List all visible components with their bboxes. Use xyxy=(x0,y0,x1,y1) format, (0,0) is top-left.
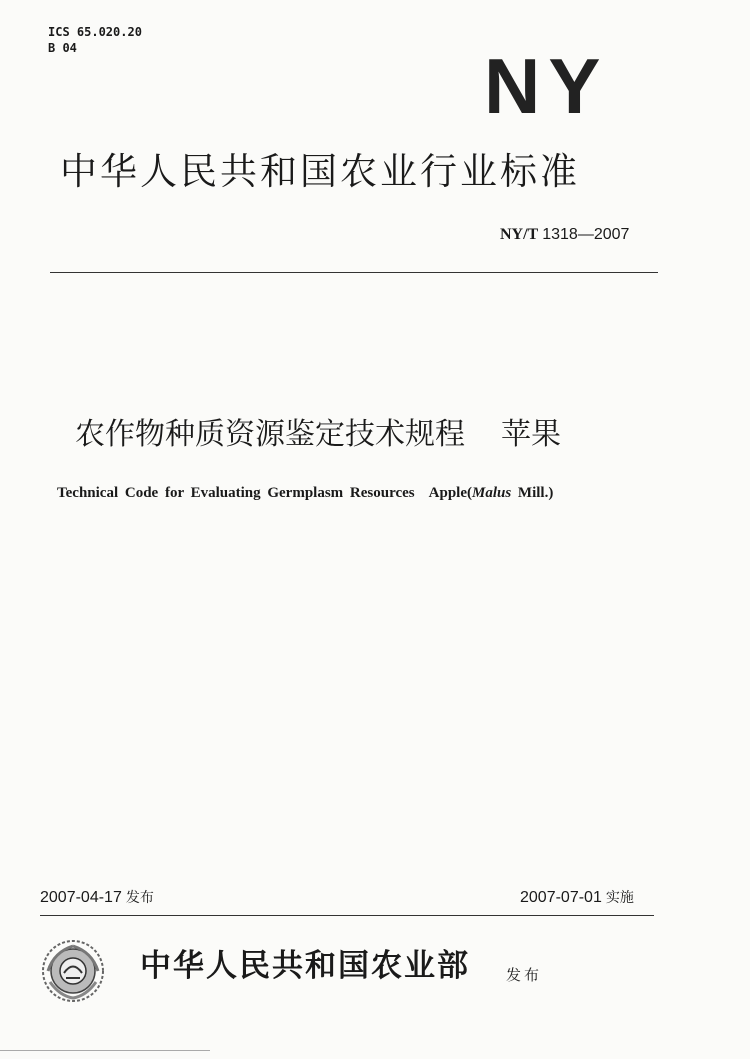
english-title xyxy=(57,485,553,502)
standard-code xyxy=(500,226,629,244)
main-title xyxy=(75,415,561,455)
publish-label: 发布 xyxy=(506,966,543,984)
effective-date xyxy=(520,887,634,907)
ics-code: ICS 65.020.20 xyxy=(48,25,142,39)
main-title-cn: 农作物种质资源鉴定技术规程 xyxy=(75,417,465,452)
english-title-apple: Apple( xyxy=(428,485,472,501)
english-title-main: Technical Code for Evaluating Germplasm Resources xyxy=(57,485,415,501)
english-title-tail: Mill.) xyxy=(511,485,554,501)
top-divider xyxy=(50,272,658,273)
standard-code-number: 1318—2007 xyxy=(542,226,630,243)
issue-date xyxy=(40,887,154,907)
ministry-name: 中华人民共和国农业部 xyxy=(140,948,470,984)
issue-date-value: 2007-04-17 xyxy=(40,889,122,906)
issue-date-label: 发布 xyxy=(125,890,154,906)
scan-artifact-line xyxy=(0,1050,210,1051)
main-title-subject: 苹果 xyxy=(501,417,561,452)
standard-code-prefix: NY/T xyxy=(500,226,539,243)
effective-date-label: 实施 xyxy=(605,890,634,906)
ics-block xyxy=(48,24,142,56)
ministry-emblem-icon xyxy=(40,938,106,1004)
standard-category-title: 中华人民共和国农业行业标准 xyxy=(60,150,580,193)
bottom-divider xyxy=(40,915,654,916)
effective-date-value: 2007-07-01 xyxy=(520,889,602,906)
ny-logo: NY xyxy=(484,42,609,130)
classification-code: B 04 xyxy=(48,41,77,55)
english-title-genus: Malus xyxy=(471,485,512,501)
